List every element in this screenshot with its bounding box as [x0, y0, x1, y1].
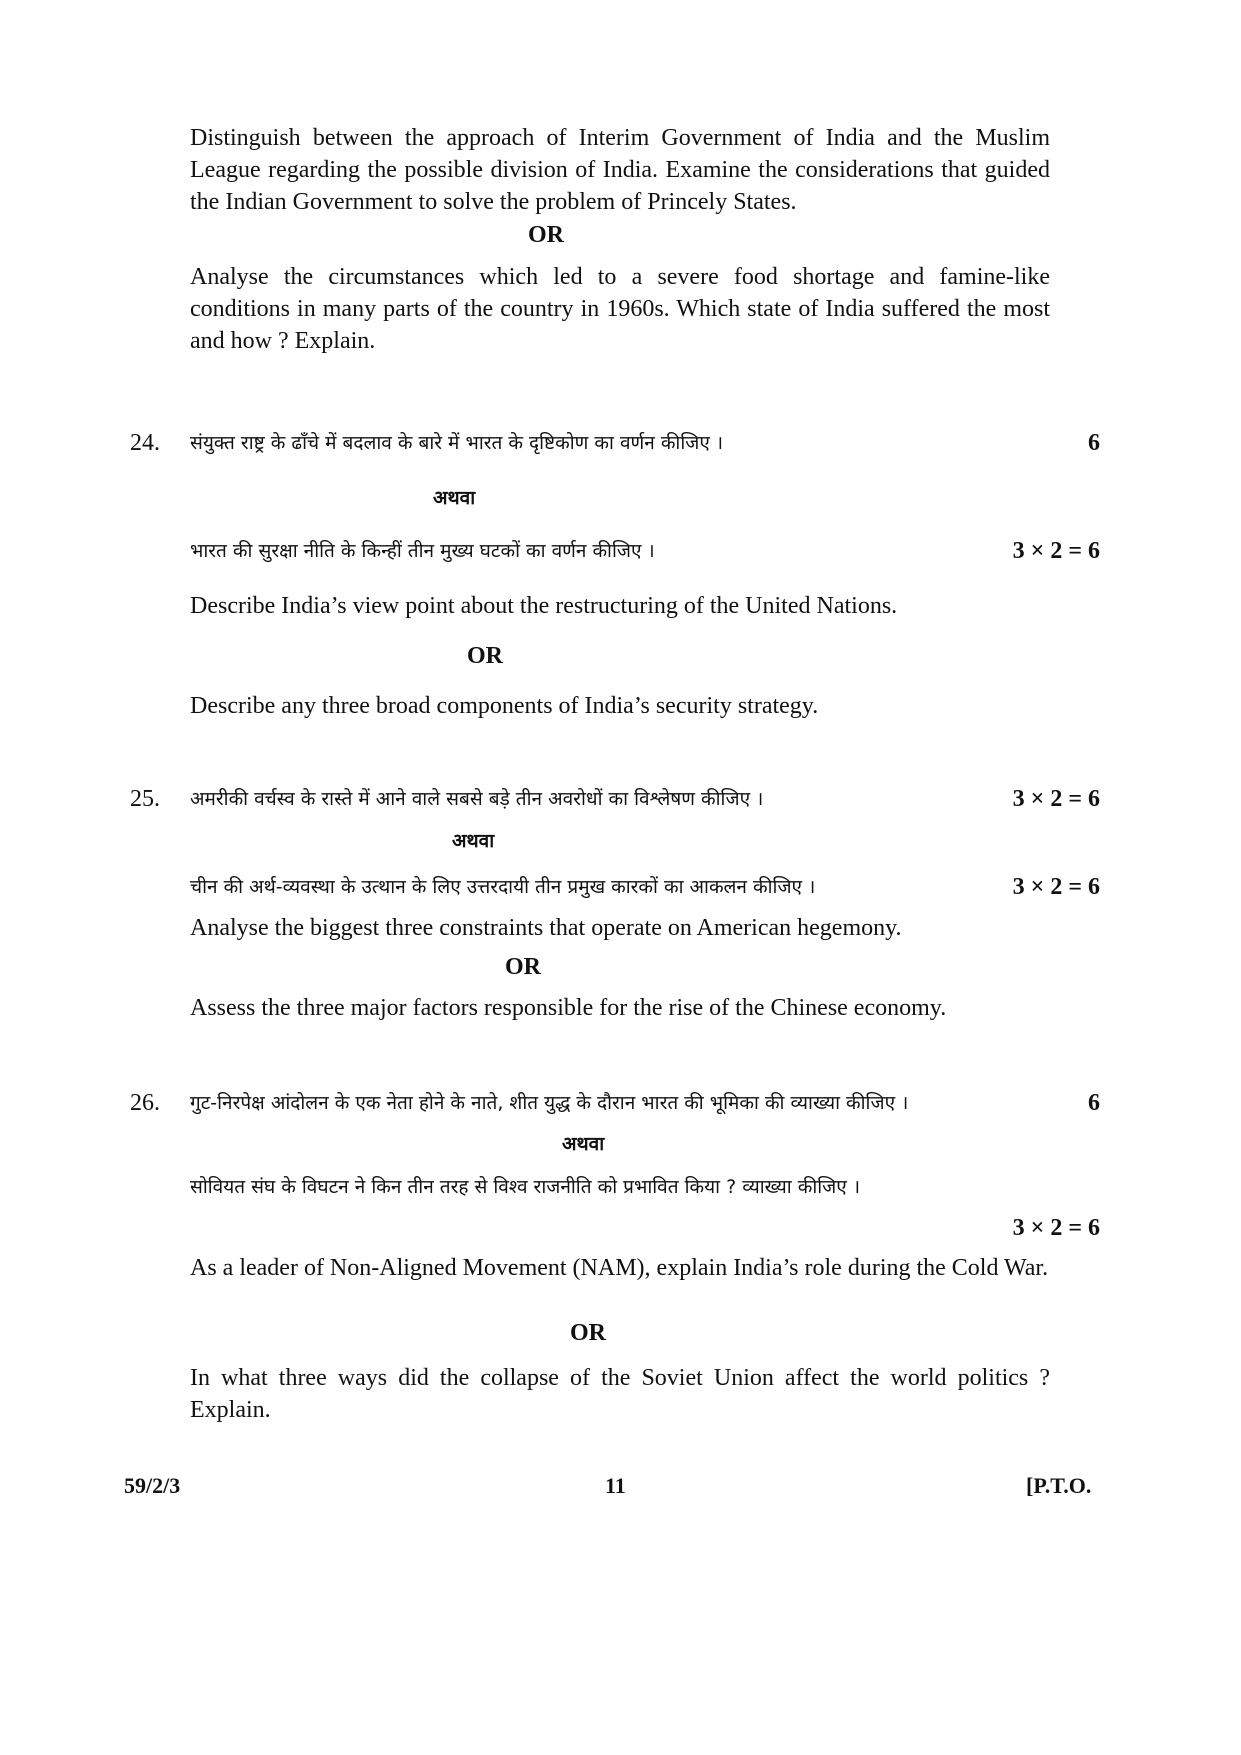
q25-marks-alt: 3 × 2 = 6 — [1012, 874, 1100, 900]
q26-number: 26. — [130, 1090, 160, 1116]
q26-hindi-text: गुट-निरपेक्ष आंदोलन के एक नेता होने के नाते, शीत युद्ध के दौरान भारत की भूमिका की व्याख्या कीजिए । — [190, 1092, 909, 1114]
q25-hindi-alt-text: चीन की अर्थ-व्यवस्था के उत्थान के लिए उत्तरदायी तीन प्रमुख कारकों का आकलन कीजिए । — [190, 876, 816, 898]
q25-number: 25. — [130, 786, 160, 812]
q23-english-alt-text: Analyse the circumstances which led to a severe food shortage and famine-like conditions in many parts of the country in 1960s. Which state of India suffered the most and how ? Explain. — [190, 264, 1050, 354]
q26-english-alt-text: In what three ways did the collapse of the Soviet Union affect the world politics ? Explain. — [190, 1365, 1050, 1423]
q24-or-label: OR — [467, 643, 503, 669]
q26-english-text: As a leader of Non-Aligned Movement (NAM), explain India’s role during the Cold War. — [190, 1255, 1049, 1281]
q26-athva-label: अथवा — [562, 1133, 605, 1155]
q24-hindi-text: संयुक्त राष्ट्र के ढाँचे में बदलाव के बारे में भारत के दृष्टिकोण का वर्णन कीजिए । — [190, 432, 724, 454]
q26-or-label: OR — [570, 1320, 606, 1346]
q24-english-alt-text: Describe any three broad components of India’s security strategy. — [190, 693, 819, 719]
q25-marks: 3 × 2 = 6 — [1012, 786, 1100, 812]
q26-hindi-alt-text: सोवियत संघ के विघटन ने किन तीन तरह से विश्व राजनीति को प्रभावित किया ? व्याख्या कीजिए । — [190, 1176, 861, 1198]
pto-label: [P.T.O. — [1026, 1473, 1092, 1498]
q25-english-text: Analyse the biggest three constraints that operate on American hegemony. — [190, 915, 902, 941]
q26-marks-alt: 3 × 2 = 6 — [1012, 1215, 1100, 1241]
q24-number: 24. — [130, 430, 160, 456]
q24-athva-label: अथवा — [433, 487, 476, 509]
q25-athva-label: अथवा — [452, 830, 495, 852]
q25-hindi-text: अमरीकी वर्चस्व के रास्ते में आने वाले सबसे बड़े तीन अवरोधों का विश्लेषण कीजिए । — [190, 788, 764, 810]
q25-or-label: OR — [505, 954, 541, 980]
q26-marks: 6 — [1088, 1090, 1100, 1116]
q24-english-text: Describe India’s view point about the restructuring of the United Nations. — [190, 593, 898, 619]
page-number: 11 — [605, 1473, 626, 1498]
q25-english-alt-text: Assess the three major factors responsible for the rise of the Chinese economy. — [190, 995, 947, 1021]
paper-code: 59/2/3 — [124, 1473, 181, 1498]
q24-marks: 6 — [1088, 430, 1100, 456]
q23-english-text: Distinguish between the approach of Interim Government of India and the Muslim League regarding the possible division of India. Examine the considerations that guided the Indian Government to solve the problem of Princely States. — [190, 125, 1050, 215]
q24-marks-alt: 3 × 2 = 6 — [1012, 538, 1100, 564]
q23-or-label: OR — [528, 222, 564, 248]
q24-hindi-alt-text: भारत की सुरक्षा नीति के किन्हीं तीन मुख्य घटकों का वर्णन कीजिए । — [190, 540, 655, 562]
